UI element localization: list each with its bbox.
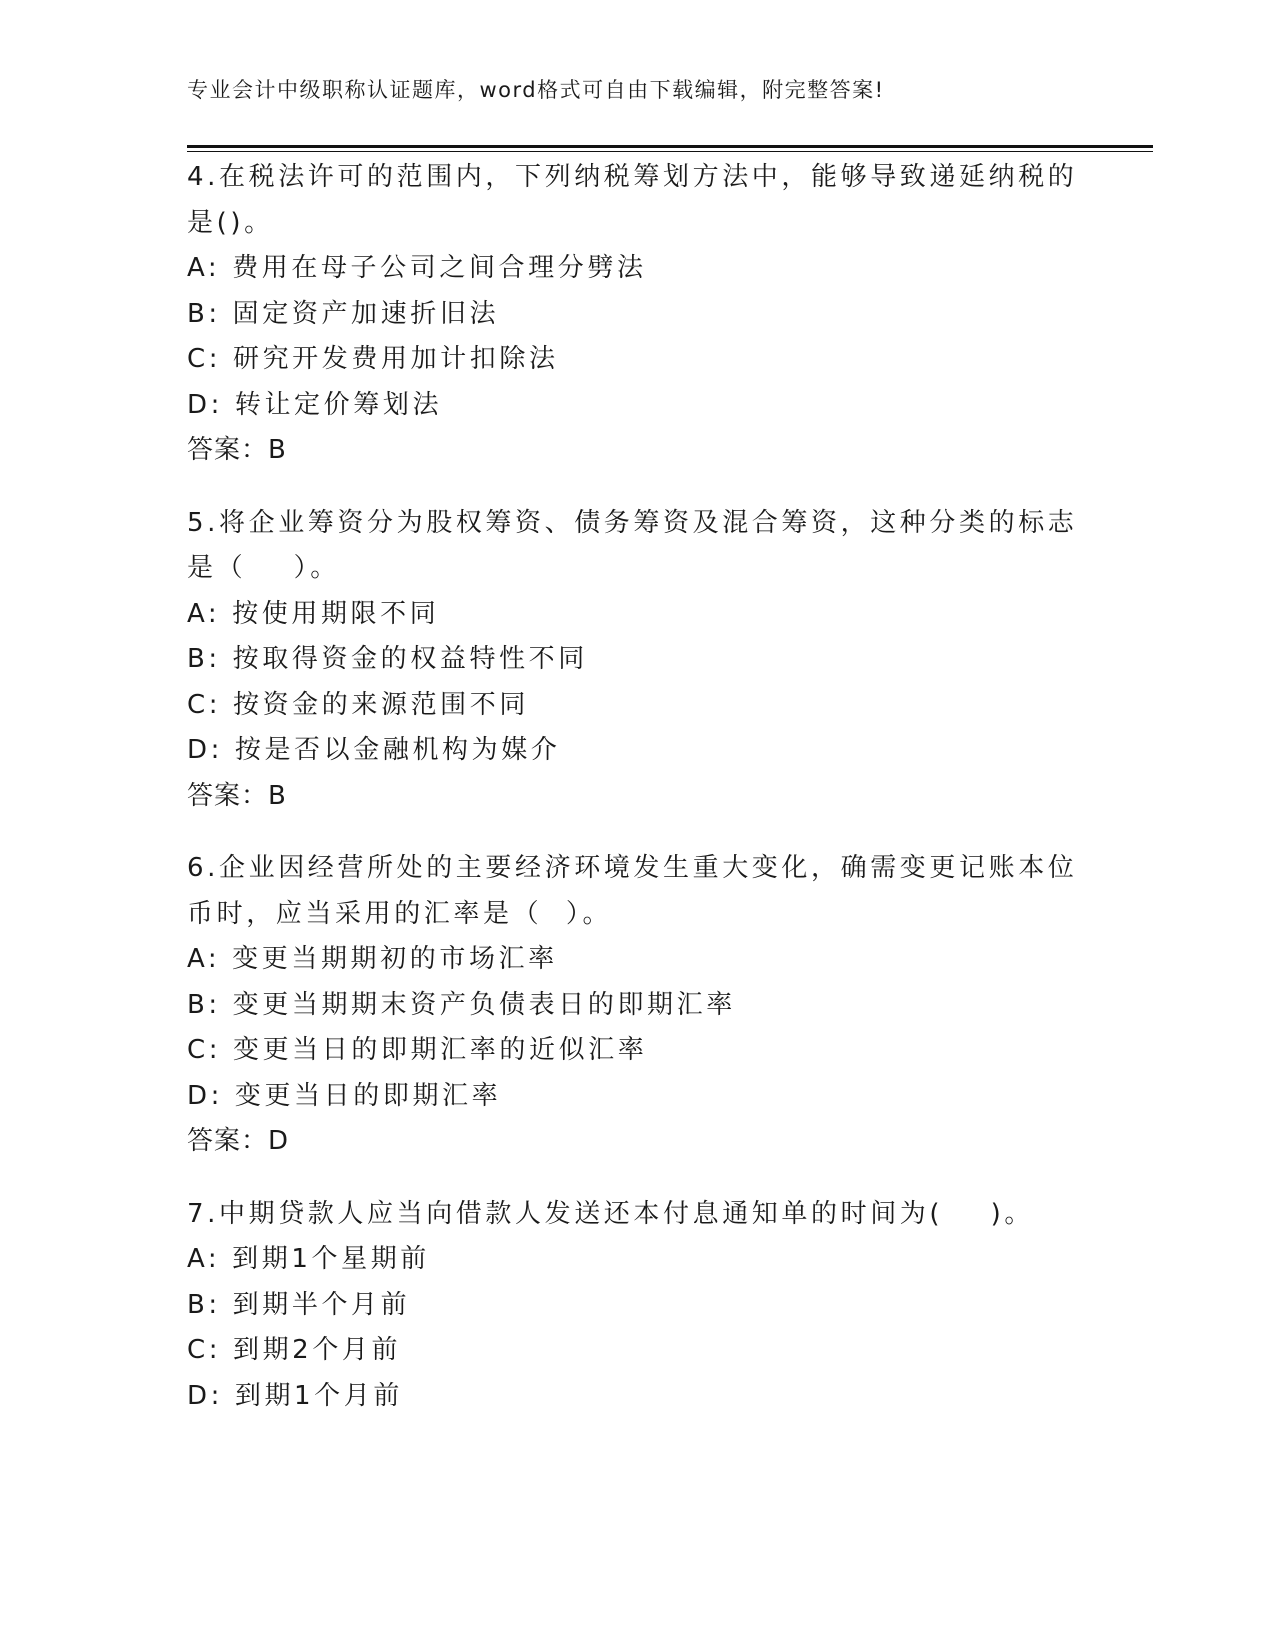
question-4 — [187, 155, 1087, 474]
page-header: 专业会计中级职称认证题库，word格式可自由下载编辑，附完整答案! — [187, 78, 885, 102]
header-rule-thick — [187, 145, 1153, 148]
option-b: B: 变更当期期末资产负债表日的即期汇率 — [187, 989, 736, 1020]
option-c: C: 研究开发费用加计扣除法 — [187, 344, 559, 374]
question-list — [187, 155, 1087, 1446]
option-d: D: 转让定价筹划法 — [187, 389, 443, 420]
option-a: A: 变更当期期初的市场汇率 — [187, 944, 558, 974]
header-rule-thin — [187, 151, 1153, 152]
option-b: B: 按取得资金的权益特性不同 — [187, 644, 588, 674]
question-7 — [187, 1192, 1087, 1420]
option-d: D: 变更当日的即期汇率 — [187, 1080, 502, 1111]
question-stem-line: 7.中期贷款人应当向借款人发送还本付息通知单的时间为( )。 — [187, 1198, 1034, 1229]
option-c: C: 到期2个月前 — [187, 1335, 402, 1365]
option-a: A: 费用在母子公司之间合理分劈法 — [187, 253, 647, 283]
question-stem-line: 币时，应当采用的汇率是（ ）。 — [187, 898, 613, 929]
question-stem-line: 4.在税法许可的范围内，下列纳税筹划方法中，能够导致递延纳税的 — [187, 162, 1078, 192]
option-d: D: 到期1个月前 — [187, 1380, 403, 1411]
option-b: B: 固定资产加速折旧法 — [187, 298, 500, 329]
option-c: C: 变更当日的即期汇率的近似汇率 — [187, 1035, 648, 1065]
question-6 — [187, 846, 1087, 1165]
question-stem-line: 是（ ）。 — [187, 553, 340, 583]
question-stem-line: 5.将企业筹资分为股权筹资、债务筹资及混合筹资，这种分类的标志 — [187, 507, 1078, 538]
option-b: B: 到期半个月前 — [187, 1289, 411, 1320]
option-d: D: 按是否以金融机构为媒介 — [187, 735, 561, 765]
answer: 答案：D — [187, 1126, 290, 1156]
question-stem-line: 是()。 — [187, 207, 274, 238]
question-stem-line: 6.企业因经营所处的主要经济环境发生重大变化，确需变更记账本位 — [187, 853, 1078, 883]
answer: 答案：B — [187, 780, 287, 811]
answer: 答案：B — [187, 435, 287, 465]
option-a: A: 按使用期限不同 — [187, 598, 440, 629]
question-5 — [187, 501, 1087, 820]
option-a: A: 到期1个星期前 — [187, 1244, 430, 1274]
option-c: C: 按资金的来源范围不同 — [187, 689, 529, 720]
